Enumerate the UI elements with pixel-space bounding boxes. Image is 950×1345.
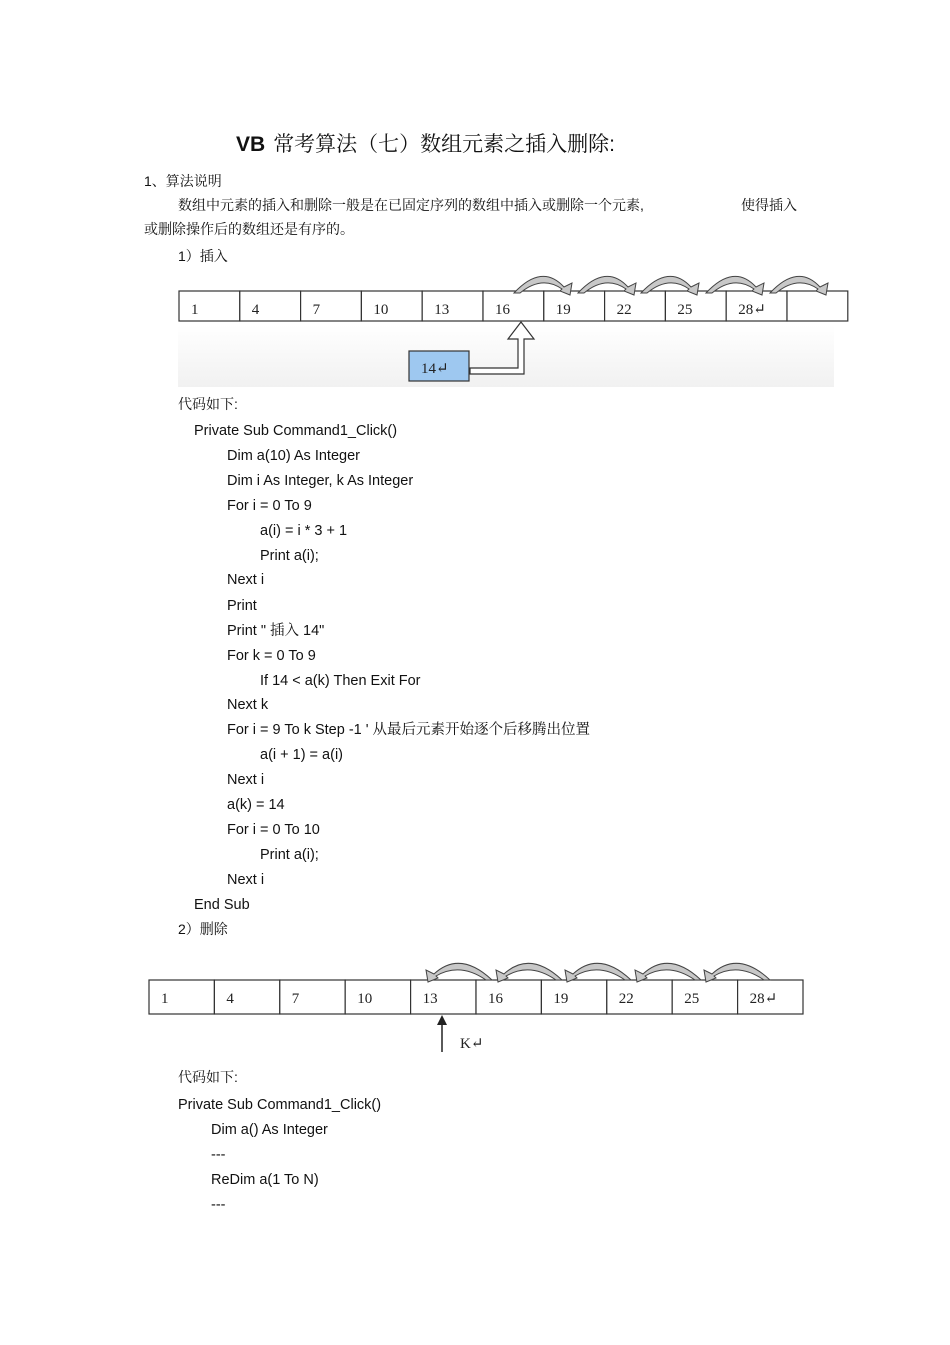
code-line: For i = 0 To 10	[227, 822, 320, 838]
array-cell	[411, 980, 476, 1014]
array-cell-value: 1	[161, 991, 169, 1007]
code-line: Private Sub Command1_Click()	[194, 423, 398, 439]
array-cell	[544, 291, 605, 321]
code-line: Next i	[227, 572, 265, 588]
array-cell-value: 16	[488, 991, 503, 1007]
array-cell-value: 10	[357, 991, 373, 1007]
description-line-2: 或删除操作后的数组还是有序的。	[144, 221, 354, 237]
array-cell	[301, 291, 362, 321]
array-cell	[605, 291, 666, 321]
code-line: Next i	[227, 872, 265, 888]
array-cell-value: 16	[495, 302, 510, 318]
code-line: ReDim a(1 To N)	[211, 1172, 319, 1188]
array-cell	[345, 980, 410, 1014]
pointer-label: K↵	[460, 1036, 484, 1052]
code-line: Next k	[227, 697, 269, 713]
code-line: End Sub	[194, 897, 250, 913]
section-heading: 1、算法说明	[144, 173, 222, 189]
array-cell-value: 22	[616, 302, 632, 318]
array-cell-value: 13	[422, 991, 438, 1007]
array-cell-value: 19	[555, 302, 571, 318]
array-cell	[483, 291, 544, 321]
code-line: ---	[211, 1197, 226, 1213]
array-cell	[607, 980, 672, 1014]
array-cell-value: 28↵	[749, 991, 778, 1007]
shift-left-arrow-icon	[635, 963, 701, 982]
array-cell-value: 1	[191, 302, 199, 318]
insert-diagram	[0, 265, 950, 390]
new-value-label: 14↵	[421, 361, 449, 377]
code-line: Print	[227, 598, 257, 614]
code-line: Dim i As Integer, k As Integer	[227, 473, 414, 489]
array-cell-value: 4	[226, 991, 234, 1007]
array-cell	[787, 291, 848, 321]
code-line: For i = 0 To 9	[227, 498, 312, 514]
diagram-shading	[178, 325, 834, 387]
array-cell	[280, 980, 345, 1014]
array-cell	[240, 291, 301, 321]
code-line: a(i + 1) = a(i)	[260, 747, 343, 763]
insert-heading: 1）插入	[178, 248, 228, 264]
array-cell-value: 7	[291, 991, 300, 1007]
array-cell	[672, 980, 737, 1014]
code-line: Print " 插入 14"	[227, 623, 325, 639]
array-cell-value: 7	[312, 302, 321, 318]
array-cell	[476, 980, 541, 1014]
array-cell-value: 13	[434, 302, 450, 318]
array-cell-value: 10	[373, 302, 389, 318]
code-line: ---	[211, 1147, 226, 1163]
code-line: a(k) = 14	[227, 797, 285, 813]
array-cell-value: 25	[684, 991, 700, 1007]
shift-left-arrow-icon	[426, 963, 492, 982]
array-cell	[179, 291, 240, 321]
code-line: Print a(i);	[260, 847, 319, 863]
shift-left-arrow-icon	[565, 963, 631, 982]
title-text: 常考算法（七）数组元素之插入删除:	[273, 133, 616, 156]
code-line: If 14 < a(k) Then Exit For	[260, 673, 421, 689]
code-intro-1: 代码如下:	[178, 396, 238, 412]
array-cell	[422, 291, 483, 321]
shift-left-arrow-icon	[704, 963, 770, 982]
array-cell	[541, 980, 606, 1014]
array-cell-value: 4	[251, 302, 260, 318]
code-line: Next i	[227, 772, 265, 788]
code-line: a(i) = i * 3 + 1	[260, 523, 348, 539]
array-cell-value: 28↵	[738, 302, 766, 318]
code-line: For i = 9 To k Step -1 ' 从最后元素开始逐个后移腾出位置	[227, 722, 591, 738]
code-intro-2: 代码如下:	[178, 1069, 238, 1085]
shift-left-arrow-icon	[496, 963, 562, 982]
array-cell	[361, 291, 422, 321]
code-line: For k = 0 To 9	[227, 648, 316, 664]
page-title	[236, 128, 615, 158]
array-cell	[149, 980, 214, 1014]
title-bold: VB	[236, 133, 266, 156]
array-cell-value: 25	[677, 302, 693, 318]
delete-diagram	[0, 955, 950, 1060]
delete-heading: 2）删除	[178, 921, 228, 937]
array-cell	[665, 291, 726, 321]
pointer-arrow-icon	[437, 1015, 447, 1025]
code-line: Dim a(10) As Integer	[227, 448, 360, 464]
array-cell	[214, 980, 279, 1014]
code-line: Private Sub Command1_Click()	[178, 1097, 382, 1113]
description-line-1b: 使得插入	[741, 197, 797, 213]
description-line-1a: 数组中元素的插入和删除一般是在已固定序列的数组中插入或删除一个元素,	[178, 197, 644, 213]
array-cell-value: 22	[618, 991, 634, 1007]
code-line: Dim a() As Integer	[211, 1122, 328, 1138]
code-line: Print a(i);	[260, 548, 319, 564]
array-cell-value: 19	[553, 991, 569, 1007]
